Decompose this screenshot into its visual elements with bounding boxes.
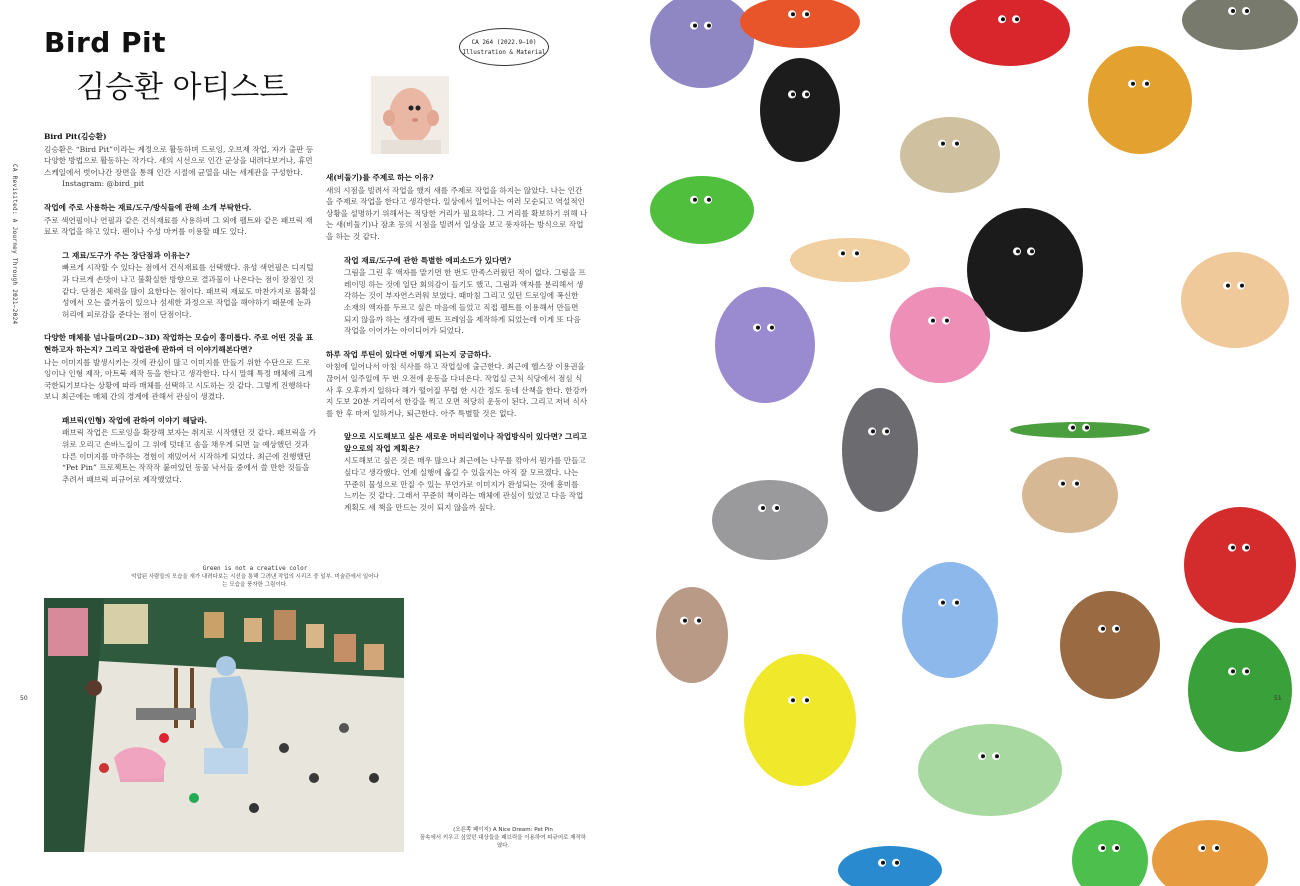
gray-cat-figure [842,388,918,512]
rabbit-figure [900,117,1000,193]
figures-caption-title: (오른쪽 페이지) A Nice Dream: Pet Pin [453,827,553,833]
illustration-caption-body: 억압된 사람들의 모습을 새가 내려다보는 시선을 통해 그려낸 작업의 시리즈 중 일부. 미술관에서 일어나는 모습을 풍자한 그림이다. [131,574,379,588]
museum-illustration [44,598,404,852]
bat-figure [760,58,840,162]
shell-figure [1182,0,1298,50]
page-number-right: 51 [1274,695,1282,702]
intro-heading: Bird Pit(김승환) [44,132,107,141]
badge-line-2: Illustration & Material [462,49,546,56]
crab-figure [740,0,860,48]
ladybug-figure [1184,507,1296,623]
issue-badge [459,28,549,66]
squirrel-figure [1088,46,1192,154]
fox-figure [1181,252,1289,348]
qa-list-left [44,202,316,497]
dolphin-figure [890,287,990,383]
elephant-figure [902,562,998,678]
side-running-title: CA Revisited: A Journey Through 2021—2024 [11,164,18,325]
bird-figure [950,0,1070,66]
text-column-right [326,172,588,525]
page-number-left: 50 [20,695,28,702]
intro-instagram: Instagram: @bird_pit [62,179,145,189]
figures-caption-body: 꿈속에서 키우고 싶었던 대상들을 패브릭을 이용하여 피규어로 제작하였다. [419,835,587,849]
moth-figure [744,654,856,786]
green-cat-figure [1072,820,1148,886]
qa-right-question: 앞으로 시도해보고 싶은 새로운 머티리얼이나 작업방식이 있다면? 그리고 앞으로의 작업 계획은? [344,432,588,453]
qa-right-answer: 아침에 일어나서 아침 식사를 하고 작업실에 출근한다. 최근에 헬스장 이용권을 끊어서 일주일에 두 번 오전에 운동을 다녀온다. 작업실 근처 식당에서 점심 식사 후 오후까지 일하다 해가 떨어질 무렵 한 시간 정도 동네 산책을 한다. 한강까지 도보 20분 거리여서 한강을 찍고 오면 적당히 운동이 된다. 그리고 저녁 식사를 한 후 마저 일하거나, 퇴근한다. 아주 특별할 것은 없다. [326,362,588,418]
snake-figure [1188,628,1292,752]
title-english: Bird Pit [44,26,167,59]
felt-figures-photo [650,0,1300,886]
stick-figure [1010,422,1150,438]
qa-left-question: 다양한 매체를 넘나들며(2D~3D) 작업하는 모습이 흥미롭다. 주로 어떤 것을 표현하고자 하는지? 그리고 작업관에 관하여 더 이야기해본다면? [44,333,314,354]
poodle-figure [918,724,1062,816]
illustration-caption-title: Green is not a creative color [202,565,308,572]
gray-dog-figure [712,480,828,560]
shiba-figure [1152,820,1268,886]
text-column-left [44,131,316,497]
qa-right-answer: 시도해보고 싶은 것은 매우 많으나 최근에는 나무를 깎아서 뭔가를 만들고 싶다고 생각했다. 언제 실행에 옮길 수 있을지는 아직 잘 모르겠다. 나는 꾸준히 물성으로 만질 수 있는 무언가로 이미지가 완성되는 것에 흥미를 느끼는 것 같다. 그래서 꾸준히 책이라는 매체에 관심이 있었고 다음 작업 계획도 새 책을 만드는 것이 되지 않을까 싶다. [344,456,586,512]
qa-left-answer: 나는 이미지를 발생시키는 것에 관심이 많고 이미지를 만들기 위한 수단으로 드로잉이나 인형 제작, 아트북 제작 등을 한다고 생각한다. 다시 말해 특정 매체에 크게 국한되기보다는 상황에 따라 매체를 선택하고 시도하는 것 같다. 그렇게 진행하다 보니 최근에는 매체 간의 경계에 관해서 관심이 생겼다. [44,357,313,402]
badge-line-1: CA 264 (2022.9—10) [471,39,537,46]
right-page [650,0,1300,886]
bear-figure [650,0,754,88]
figures-caption [418,826,588,850]
qa-left-answer: 빠르게 시작할 수 있다는 점에서 건식재료를 선택했다. 유성 색연필은 디지털과 다르게 손맛이 나고 불확실한 방향으로 결과물이 나온다는 점이 장점인 것 같다. 단점은 체력을 많이 요한다는 점이다. 패브릭 재료도 마찬가지로 불확실성에서 오는 즐거움이 있으나 섬세한 과정으로 작업을 해야하기 때문에 눈과 허리에 피로감을 준다는 점이 단점이다. [62,263,316,319]
qa-right-answer: 그림을 그린 후 액자를 맡기면 한 번도 만족스러웠던 적이 없다. 그림을 프레이밍 하는 것에 일단 회의감이 들기도 했고, 그림과 액자를 분리해서 생각하는 것이 부자연스러워 보였다. 때마침 그리고 있던 드로잉에 폭신한 소재의 액자를 두르고 싶은 마음에 들었고 직접 펠트를 이용해서 만들면 되지 않을까 하는 생각에 펠트 프레임을 제작하게 되었는데 이게 또 다음 작업을 이어가는 아이디어가 되었다. [344,268,586,336]
teddy-figure [1060,591,1160,699]
qa-right-question: 새(비둘기)를 주제로 하는 이유? [326,173,434,182]
qa-right-question: 작업 재료/도구에 관한 특별한 에피소드가 있다면? [344,255,512,265]
qa-left-question: 패브릭(인형) 작업에 관하여 이야기 해달라. [62,415,208,425]
worm-figure [790,238,910,282]
octopus-figure [715,287,815,403]
mouse-figure [656,587,728,683]
blue-fish-figure [838,846,942,886]
qa-left-question: 작업에 주로 사용하는 재료/도구/방식들에 관해 소개 부탁한다. [44,202,252,212]
qa-left-answer: 패브릭 작업은 드로잉을 확장해 보자는 취지로 시작했던 것 같다. 패브릭을 가위로 오리고 손바느질이 그 위에 덧대고 솜을 채우게 되면 늘 예상했던 것과 다른 이미지를 마주하는 경험이 재밌어서 시작하게 되었다. 최근에 진행했던 “Pet Pin” 프로젝트는 작작작 붙여있던 동물 낙서들 중에서 쓸 만한 것들을 추려서 패브릭 피규어로 제작했었다. [62,428,316,484]
portrait-graphic [371,76,449,154]
crocodile-figure [650,176,754,244]
museum-illustration-graphic [44,598,404,852]
qa-right-answer: 새의 시점을 빌려서 작업을 했지 새를 주제로 작업을 하지는 않았다. 나는 인간을 주제로 작업을 한다고 생각한다. 일상에서 일어나는 여러 모순되고 역설적인 상황을 설명하기 위해서는 적당한 거리가 필요하다. 그 거리를 확보하기 위해 나는 새(비둘기)나 잠초 등의 시점을 빌려서 일상을 보고 풍자하는 방식으로 작업을 하는 것 같다. [326,185,588,241]
qa-right-question: 하루 작업 루틴이 있다면 어떻게 되는지 궁금하다. [326,349,492,359]
qa-list-right [326,172,588,525]
intro-body: 김승환은 “Bird Pit”이라는 계정으로 활동하며 드로잉, 오브제 작업, 자가 출판 등 다양한 방법으로 활동하는 작가다. 새의 시선으로 인간 군상을 내려다보거나, 휴먼 스케일에서 벗어나간 장면을 통해 인간 시절에 균열을 내는 세계관을 구성한다. [44,144,314,177]
qa-left-answer: 주로 색연필이나 연필과 같은 건식재료를 사용하며 그 외에 펠트와 같은 패브릭 재료로 작업을 하고 있다. 펜이나 수성 마커를 이용할 때도 있다. [44,215,313,237]
illustration-caption [130,565,380,589]
artist-portrait [371,76,449,154]
title-korean: 김승환 아티스트 [76,70,289,105]
qa-left-question: 그 재료/도구가 주는 장단점과 이유는? [62,250,190,260]
snail-figure [1022,457,1118,533]
